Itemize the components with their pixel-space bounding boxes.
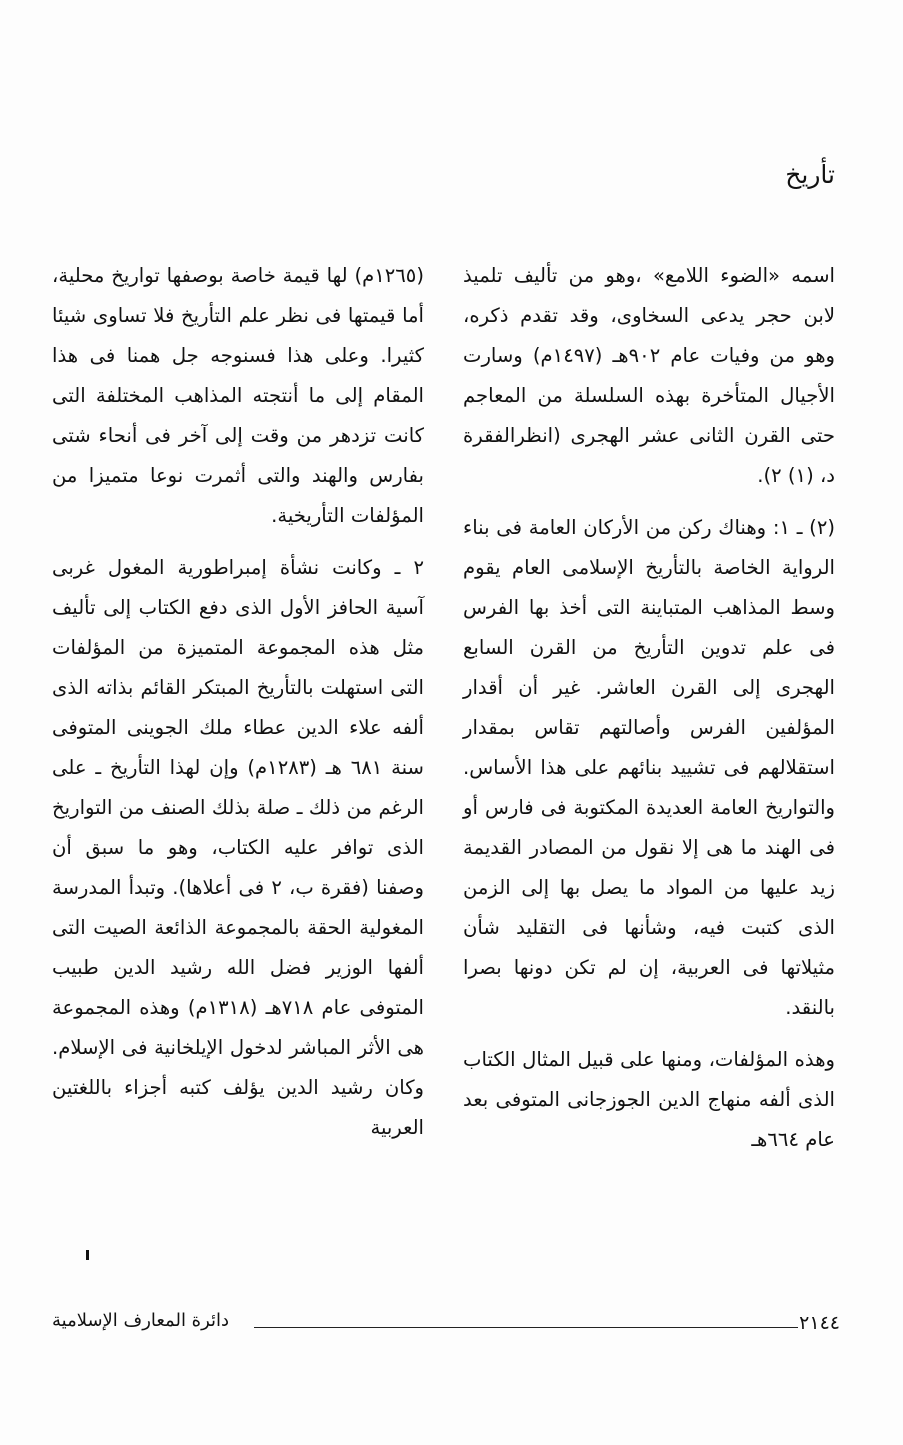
left-column [52,256,424,1160]
page-number: ٢١٤٤ [799,1312,840,1334]
page-footer [40,1310,840,1344]
paragraph: وهذه المؤلفات، ومنها على قبيل المثال الكتاب الذى ألفه منهاج الدين الجوزجانى المتوفى بعد عام ٦٦٤هـ [463,1048,835,1151]
running-head: تأريخ [785,160,835,189]
footer-title: دائرة المعارف الإسلامية [52,1310,230,1331]
footer-rule [254,1327,798,1328]
paragraph: ٢ ـ وكانت نشأة إمبراطورية المغول غربى آسية الحافز الأول الذى دفع الكتاب إلى تأليف مثل هذه المجموعة المتميزة من المؤلفات التى استهلت بالتأريخ المبتكر القائم بذاته الذى ألفه علاء الدين عطاء ملك الجوينى المتوفى سنة ٦٨١ هـ (١٢٨٣م) وإن لهذا التأريخ ـ على الرغم من ذلك ـ صلة بذلك الصنف من التواريخ الذى توافر عليه الكتاب، وهو ما سبق أن وصفنا (فقرة ب، ٢ فى أعلاها). وتبدأ المدرسة المغولية الحقة بالمجموعة الذائعة الصيت التى ألفها الوزير فضل الله رشيد الدين طبيب المتوفى عام ٧١٨هـ (١٣١٨م) وهذه المجموعة هى الأثر المباشر لدخول الإيلخانية فى الإسلام. وكان رشيد الدين يؤلف كتبه أجزاء باللغتين العربية [52,556,424,1139]
paragraph: اسمه «الضوء اللامع» ،وهو من تأليف تلميذ لابن حجر يدعى السخاوى، وقد تقدم ذكره، وهو من وفيات عام ٩٠٢هـ (١٤٩٧م) وسارت الأجيال المتأخرة بهذه السلسلة من المعاجم حتى القرن الثانى عشر الهجرى (انظرالفقرة د، (١) ٢). [463,264,836,487]
right-column [463,256,835,1172]
print-speck [86,1250,89,1260]
paragraph: (٢) ـ ١: وهناك ركن من الأركان العامة فى بناء الرواية الخاصة بالتأريخ الإسلامى العام يقوم وسط المذاهب المتباينة التى أخذ بها الفرس فى علم تدوين التأريخ من القرن السابع الهجرى إلى القرن العاشر. غير أن أقدار المؤلفين الفرس وأصالتهم تقاس بمقدار استقلالهم فى تشييد بنائهم على هذا الأساس. والتواريخ العامة العديدة المكتوبة فى فارس أو فى الهند ما هى إلا نقول من المصادر القديمة زيد عليها من المواد ما يصل بها إلى الزمن الذى كتبت فيه، وشأنها فى التقليد شأن مثيلاتها فى العربية، إن لم تكن دونها بصرا بالنقد. [463,516,835,1019]
paragraph: (١٢٦٥م) لها قيمة خاصة بوصفها تواريخ محلية، أما قيمتها فى نظر علم التأريخ فلا تساوى شيئا كثيرا. وعلى هذا فسنوجه جل همنا فى هذا المقام إلى ما أنتجته المذاهب المختلفة التى كانت تزدهر من وقت إلى آخر فى أنحاء شتى بفارس والهند والتى أثمرت نوعا متميزا من المؤلفات التأريخية. [52,264,424,527]
